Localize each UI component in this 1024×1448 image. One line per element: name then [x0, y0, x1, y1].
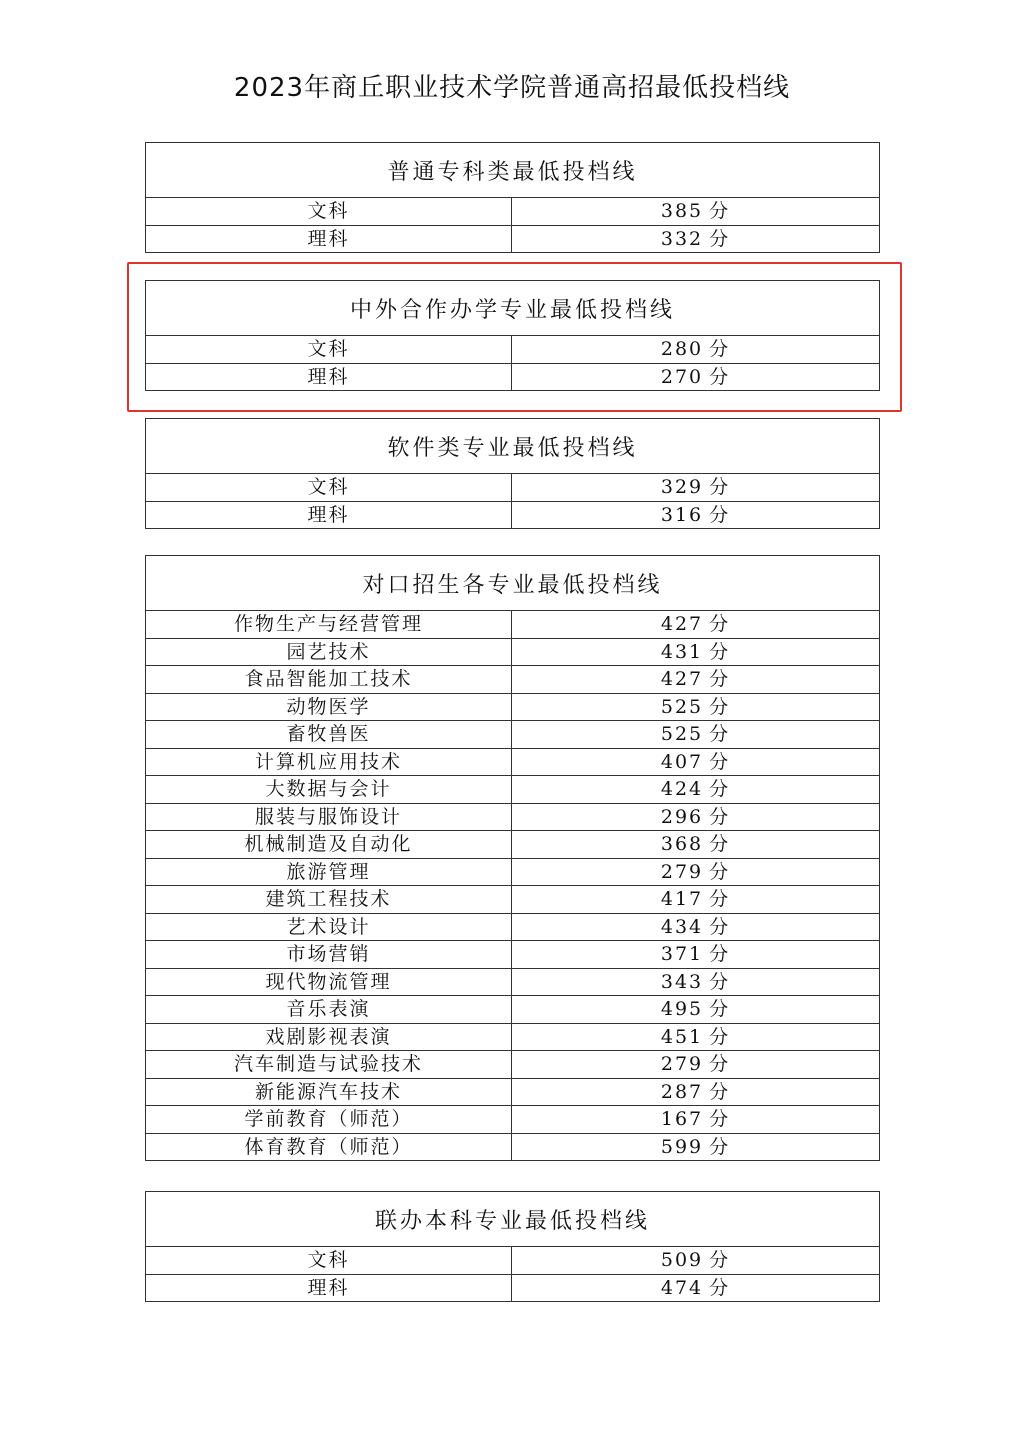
score-number: 270 [660, 365, 704, 388]
table-row [146, 638, 880, 666]
score-number: 280 [660, 338, 704, 361]
category-name: 园艺技术 [146, 638, 512, 666]
table-row [146, 858, 880, 886]
score-unit: 分 [709, 1025, 731, 1048]
category-name: 文科 [146, 198, 512, 226]
score-number: 525 [660, 723, 704, 746]
table-row [146, 666, 880, 694]
score-value [512, 611, 880, 639]
category-name: 建筑工程技术 [146, 886, 512, 914]
score-unit: 分 [709, 640, 731, 663]
table-row [146, 363, 880, 391]
category-name: 理科 [146, 1274, 512, 1302]
category-name: 文科 [146, 336, 512, 364]
section-table [145, 1191, 880, 1302]
section-heading: 中外合作办学专业最低投档线 [146, 281, 880, 336]
score-value [512, 198, 880, 226]
score-number: 417 [660, 888, 704, 911]
score-unit: 分 [709, 778, 731, 801]
table-row [146, 336, 880, 364]
score-unit: 分 [709, 503, 731, 526]
category-name: 大数据与会计 [146, 776, 512, 804]
category-name: 畜牧兽医 [146, 721, 512, 749]
table-row [146, 968, 880, 996]
score-value [512, 1247, 880, 1275]
score-unit: 分 [709, 1108, 731, 1131]
category-name: 现代物流管理 [146, 968, 512, 996]
table-row [146, 693, 880, 721]
table-row [146, 831, 880, 859]
score-number: 279 [660, 1053, 704, 1076]
score-value [512, 474, 880, 502]
score-value [512, 1106, 880, 1134]
score-value [512, 666, 880, 694]
score-unit: 分 [709, 227, 731, 250]
section-table [145, 418, 880, 529]
score-unit: 分 [709, 805, 731, 828]
section-table [145, 142, 880, 253]
score-number: 343 [660, 970, 704, 993]
score-unit: 分 [709, 888, 731, 911]
category-name: 学前教育（师范） [146, 1106, 512, 1134]
table-row [146, 803, 880, 831]
table-row [146, 1133, 880, 1161]
category-name: 作物生产与经营管理 [146, 611, 512, 639]
category-name: 理科 [146, 225, 512, 253]
score-number: 431 [660, 640, 704, 663]
score-unit: 分 [709, 998, 731, 1021]
score-value [512, 1051, 880, 1079]
table-row [146, 913, 880, 941]
score-unit: 分 [709, 1053, 731, 1076]
category-name: 文科 [146, 1247, 512, 1275]
section-heading: 联办本科专业最低投档线 [146, 1192, 880, 1247]
table-row [146, 886, 880, 914]
table-row [146, 1106, 880, 1134]
section-table [145, 555, 880, 1161]
table-row [146, 941, 880, 969]
score-unit: 分 [709, 750, 731, 773]
score-unit: 分 [709, 338, 731, 361]
score-unit: 分 [709, 613, 731, 636]
section-table [145, 280, 880, 391]
table-row [146, 1023, 880, 1051]
score-number: 296 [660, 805, 704, 828]
category-name: 计算机应用技术 [146, 748, 512, 776]
score-value [512, 968, 880, 996]
table-row [146, 225, 880, 253]
score-number: 332 [660, 227, 704, 250]
score-value [512, 886, 880, 914]
table-row [146, 611, 880, 639]
page-title: 2023年商丘职业技术学院普通高招最低投档线 [233, 73, 791, 103]
table-row [146, 996, 880, 1024]
score-value [512, 363, 880, 391]
score-unit: 分 [709, 365, 731, 388]
score-number: 495 [660, 998, 704, 1021]
category-name: 艺术设计 [146, 913, 512, 941]
section-heading: 软件类专业最低投档线 [146, 419, 880, 474]
score-value [512, 1078, 880, 1106]
score-number: 427 [660, 668, 704, 691]
category-name: 戏剧影视表演 [146, 1023, 512, 1051]
score-unit: 分 [709, 476, 731, 499]
score-unit: 分 [709, 1135, 731, 1158]
score-value [512, 638, 880, 666]
category-name: 汽车制造与试验技术 [146, 1051, 512, 1079]
score-value [512, 225, 880, 253]
category-name: 文科 [146, 474, 512, 502]
score-value [512, 941, 880, 969]
score-number: 407 [660, 750, 704, 773]
score-number: 279 [660, 860, 704, 883]
score-unit: 分 [709, 668, 731, 691]
table-row [146, 748, 880, 776]
score-value [512, 996, 880, 1024]
score-unit: 分 [709, 1080, 731, 1103]
score-unit: 分 [709, 970, 731, 993]
score-number: 525 [660, 695, 704, 718]
score-value [512, 336, 880, 364]
category-name: 食品智能加工技术 [146, 666, 512, 694]
score-value [512, 1274, 880, 1302]
score-unit: 分 [709, 695, 731, 718]
category-name: 动物医学 [146, 693, 512, 721]
table-row [146, 721, 880, 749]
score-number: 371 [660, 943, 704, 966]
section-heading: 对口招生各专业最低投档线 [146, 556, 880, 611]
score-number: 287 [660, 1080, 704, 1103]
score-value [512, 693, 880, 721]
section-heading: 普通专科类最低投档线 [146, 143, 880, 198]
score-value [512, 748, 880, 776]
score-unit: 分 [709, 833, 731, 856]
category-name: 机械制造及自动化 [146, 831, 512, 859]
score-number: 368 [660, 833, 704, 856]
score-unit: 分 [709, 723, 731, 746]
table-row [146, 776, 880, 804]
score-number: 451 [660, 1025, 704, 1048]
score-number: 167 [660, 1108, 704, 1131]
score-value [512, 1023, 880, 1051]
score-value [512, 1133, 880, 1161]
score-unit: 分 [709, 860, 731, 883]
category-name: 理科 [146, 363, 512, 391]
score-unit: 分 [709, 200, 731, 223]
score-unit: 分 [709, 943, 731, 966]
score-value [512, 913, 880, 941]
table-row [146, 1274, 880, 1302]
score-number: 316 [660, 503, 704, 526]
score-number: 329 [660, 476, 704, 499]
category-name: 旅游管理 [146, 858, 512, 886]
score-value [512, 776, 880, 804]
table-row [146, 198, 880, 226]
score-unit: 分 [709, 915, 731, 938]
score-value [512, 858, 880, 886]
score-unit: 分 [709, 1249, 731, 1272]
score-number: 509 [660, 1249, 704, 1272]
score-unit: 分 [709, 1276, 731, 1299]
category-name: 新能源汽车技术 [146, 1078, 512, 1106]
score-number: 434 [660, 915, 704, 938]
table-row [146, 501, 880, 529]
table-row [146, 1247, 880, 1275]
score-number: 599 [660, 1135, 704, 1158]
category-name: 服装与服饰设计 [146, 803, 512, 831]
score-number: 427 [660, 613, 704, 636]
score-value [512, 721, 880, 749]
score-number: 424 [660, 778, 704, 801]
score-value [512, 831, 880, 859]
category-name: 市场营销 [146, 941, 512, 969]
score-number: 385 [660, 200, 704, 223]
table-row [146, 1078, 880, 1106]
category-name: 体育教育（师范） [146, 1133, 512, 1161]
score-number: 474 [660, 1276, 704, 1299]
table-row [146, 474, 880, 502]
score-value [512, 501, 880, 529]
category-name: 音乐表演 [146, 996, 512, 1024]
score-value [512, 803, 880, 831]
category-name: 理科 [146, 501, 512, 529]
table-row [146, 1051, 880, 1079]
